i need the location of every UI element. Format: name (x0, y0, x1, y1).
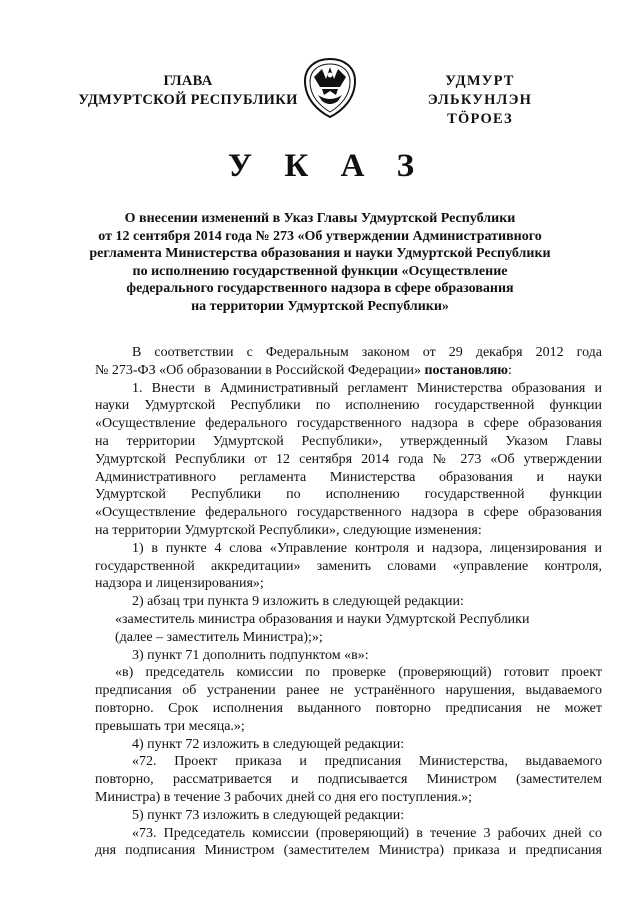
preamble-colon: : (508, 362, 512, 378)
document-body (95, 344, 602, 860)
body-line: Удмуртской Республики от 12 сентября 2014 года № 273 «Об утверждении (95, 451, 602, 467)
body-line: предписания об устранении ранее не устранённого нарушения, выдаваемого (95, 683, 602, 699)
body-line: Министра) в течение 3 рабочих дней со дня его поступления.»; (95, 789, 473, 805)
body-line: «Осуществление федерального государственного надзора в сфере образования (95, 416, 602, 432)
body-line: 1. Внести в Административный регламент Министерства образования и (132, 380, 602, 396)
issuer-ru (78, 72, 298, 110)
body-line-preamble (95, 362, 602, 380)
body-line: Удмуртской Республики по исполнению государственной функции (95, 487, 602, 503)
subject-line: по исполнению государственной функции «Осуществление (132, 263, 508, 279)
document-subject (85, 210, 555, 315)
issuer-ru-line1: ГЛАВА (163, 73, 213, 89)
body-line: надзора и лицензирования»; (95, 576, 264, 592)
body-line: В соответствии с Федеральным законом от 29 декабря 2012 года (132, 345, 602, 360)
body-line: 4) пункт 72 изложить в следующей редакции: (132, 736, 405, 752)
body-line: «Осуществление федерального государственного надзора в сфере образования (95, 505, 602, 521)
body-line: на территории Удмуртской Республики», утвержденный Указом Главы (95, 433, 602, 449)
issuer-ru-line2: УДМУРТСКОЙ РЕСПУБЛИКИ (78, 92, 298, 108)
subject-line: на территории Удмуртской Республики» (191, 298, 449, 314)
body-line: «72. Проект приказа и предписания Министерства, выдаваемого (132, 754, 602, 770)
subject-line: от 12 сентября 2014 года № 273 «Об утверждении Административного (98, 228, 542, 244)
subject-line: федерального государственного надзора в сфере образования (126, 281, 514, 296)
document-title: У К А З (227, 148, 427, 184)
body-line: науки Удмуртской Республики по исполнению государственной функции (95, 398, 602, 414)
issuer-udm-line1: УДМУРТ ЭЛЬКУНЛЭН (427, 73, 533, 108)
body-line: превышать три месяца.»; (95, 718, 245, 734)
body-line: повторно, рассматривается и подписывается Министром (заместителем (95, 772, 602, 788)
body-line: повторно. Срок исполнения выданного повторно предписания не может (95, 700, 602, 716)
subject-line: О внесении изменений в Указ Главы Удмуртской Республики (124, 211, 516, 226)
coat-of-arms-icon (300, 55, 360, 121)
subject-line: регламента Министерства образования и науки Удмуртской Республики (89, 246, 551, 261)
body-line: государственной аккредитации» заменить словами «управление контроля, (95, 558, 602, 574)
decree-verb: постановляю (424, 362, 509, 378)
preamble-text: № 273-ФЗ «Об образовании в Российской Федерации» (95, 362, 425, 378)
issuer-udm (395, 72, 565, 129)
body-line: на территории Удмуртской Республики», следующие изменения: (95, 522, 482, 538)
body-line: дня подписания Министром (заместителем Министра) приказа и предписания (95, 843, 602, 859)
body-line: 2) абзац три пункта 9 изложить в следующей редакции: (132, 594, 464, 610)
body-line: 3) пункт 71 дополнить подпунктом «в»: (132, 647, 369, 663)
body-line: 1) в пункте 4 слова «Управление контроля и надзора, лицензирования и (132, 540, 602, 556)
body-line: 5) пункт 73 изложить в следующей редакции: (132, 807, 405, 823)
body-line: Административного регламента Министерства образования и науки (95, 469, 602, 485)
body-line: (далее – заместитель Министра);»; (115, 629, 323, 645)
body-line: «73. Председатель комиссии (проверяющий) в течение 3 рабочих дней со (132, 825, 602, 841)
body-line: «заместитель министра образования и науки Удмуртской Республики (115, 611, 530, 627)
issuer-udm-line2: ТӦРОЕЗ (447, 111, 513, 127)
body-line: «в) председатель комиссии по проверке (проверяющий) готовит проект (115, 665, 602, 681)
